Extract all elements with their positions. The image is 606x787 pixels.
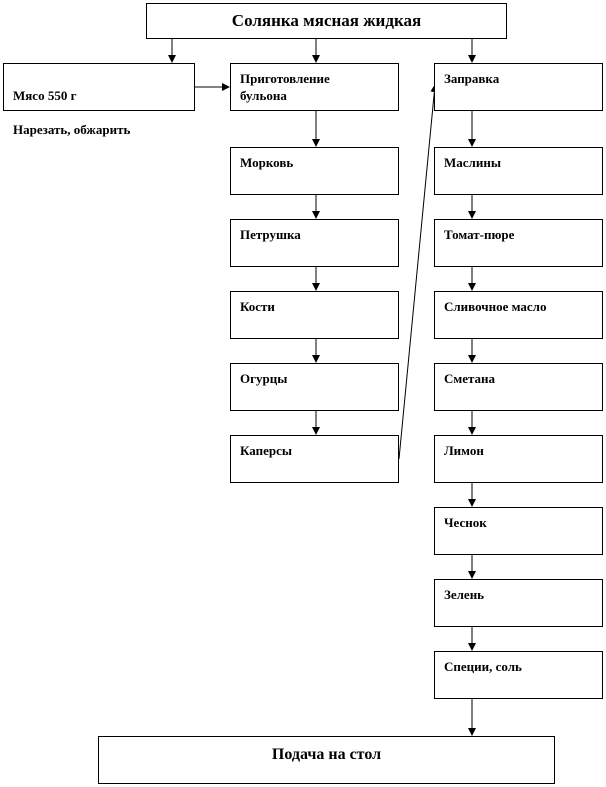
title-label: Солянка мясная жидкая <box>231 11 422 30</box>
final-box <box>98 736 555 784</box>
step-greens <box>434 579 603 627</box>
step-garlic-label: Чеснок <box>444 515 487 530</box>
step-bones-label: Кости <box>240 299 275 314</box>
meat-amount: Мясо 550 г <box>13 88 77 103</box>
final-label: Подача на стол <box>271 746 382 763</box>
step-cucumbers-label: Огурцы <box>240 371 288 386</box>
step-parsley <box>230 219 399 267</box>
step-spices-salt-label: Специи, соль <box>444 659 522 674</box>
title-box <box>146 3 507 39</box>
step-cucumbers <box>230 363 399 411</box>
step-butter <box>434 291 603 339</box>
step-carrot-label: Морковь <box>240 155 294 170</box>
step-spices-salt <box>434 651 603 699</box>
step-dressing-label: Заправка <box>444 71 500 86</box>
step-olives-label: Маслины <box>444 155 501 170</box>
step-dressing <box>434 63 603 111</box>
step-broth-label: Приготовление бульона <box>240 71 330 103</box>
step-broth <box>230 63 399 111</box>
step-tomato-puree-label: Томат-пюре <box>444 227 515 242</box>
step-butter-label: Сливочное масло <box>444 299 547 314</box>
step-parsley-label: Петрушка <box>240 227 301 242</box>
step-sour-cream-label: Сметана <box>444 371 496 386</box>
step-sour-cream <box>434 363 603 411</box>
step-capers-label: Каперсы <box>240 443 292 458</box>
step-garlic <box>434 507 603 555</box>
step-lemon <box>434 435 603 483</box>
arrow-capers-to-dressing <box>399 85 435 459</box>
meat-action: Нарезать, обжарить <box>13 122 131 137</box>
step-capers <box>230 435 399 483</box>
step-lemon-label: Лимон <box>444 443 484 458</box>
meat-label <box>13 70 190 155</box>
step-carrot <box>230 147 399 195</box>
meat-box <box>3 63 195 137</box>
step-tomato-puree <box>434 219 603 267</box>
step-bones <box>230 291 399 339</box>
step-olives <box>434 147 603 195</box>
step-greens-label: Зелень <box>444 587 485 602</box>
